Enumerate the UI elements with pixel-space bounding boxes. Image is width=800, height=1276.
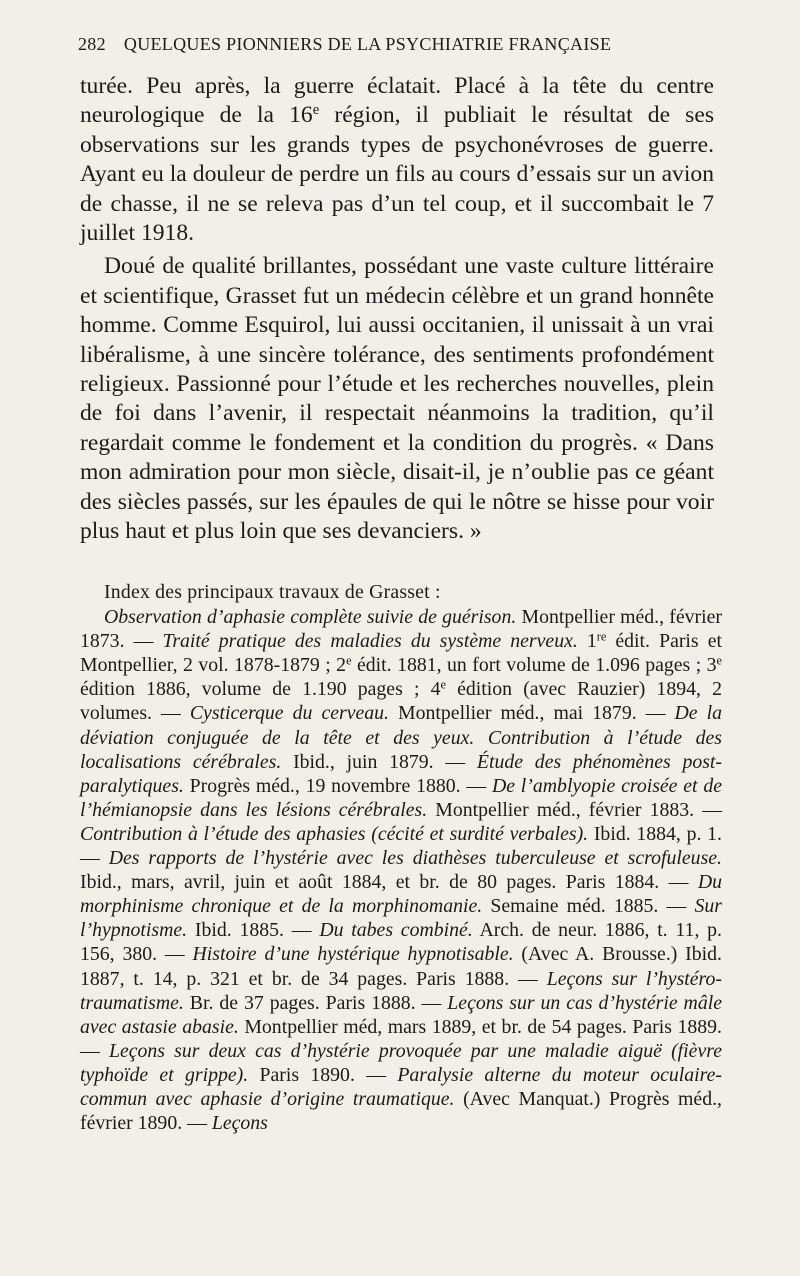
- work-reference: Montpellier méd, mars 1889, et br. de 54 pages. Paris 1889. —: [80, 1015, 722, 1062]
- work-reference: (Avec A. Brousse.) Ibid. 1887, t. 14, p. 321 et br. de 34 pages. Paris 1888. —: [80, 943, 722, 990]
- work-title: Observation d’aphasie complète suivie de guérison.: [104, 606, 517, 629]
- work-title: Du morphinisme chronique et de la morphinomanie.: [80, 871, 722, 918]
- work-title: Étude des phénomènes post-paralytiques.: [80, 750, 723, 797]
- work-reference: Ibid. 1884, p. 1. —: [80, 822, 722, 870]
- work-reference: 1re édit. Paris et Montpellier, 2 vol. 1878-1879 ; 2e édit. 1881, un fort volume de 1.096 pages ; 3e édition 1886, volume de 1.190 pages ; 4e édition (avec Rauzier) 1894, 2 volumes. —: [80, 629, 722, 725]
- paragraph: turée. Peu après, la guerre éclatait. Placé à la tête du centre neurologique de la 16e région, il publiait le résultat de ses observations sur les grands types de psychonévroses de guerre. Ayant eu la douleur de perdre un fils au cours d’essais sur un avion de chasse, il ne se releva pas d’un tel coup, et il succombait le 7 juillet 1918.: [80, 73, 714, 247]
- page-number: 282: [78, 34, 106, 54]
- work-title: Histoire d’une hystérique hypnotisable.: [192, 943, 514, 966]
- work-title: Traité pratique des maladies du système nerveux.: [162, 630, 578, 653]
- work-title: Cysticerque du cerveau.: [189, 702, 389, 725]
- main-text: [80, 72, 714, 547]
- work-reference: Semaine méd. 1885. —: [482, 895, 695, 918]
- running-title: QUELQUES PIONNIERS DE LA PSYCHIATRIE FRANÇAISE: [123, 34, 612, 54]
- page-header: [78, 34, 728, 55]
- work-title: Leçons sur l’hystéro-traumatisme.: [80, 967, 723, 1014]
- work-reference: Montpellier méd., février 1873. —: [80, 606, 722, 653]
- work-reference: Br. de 37 pages. Paris 1888. —: [183, 991, 448, 1014]
- work-title: Des rapports de l’hystérie avec les diathèses tuberculeuse et scrofuleuse.: [108, 847, 722, 870]
- work-title: De la déviation conjuguée de la tête et des yeux. Contribution à l’étude des localisations cérébrales.: [80, 702, 723, 773]
- work-title: Du tabes combiné.: [319, 919, 473, 942]
- index-entries: [80, 605, 722, 1135]
- work-reference: Ibid., juin 1879. —: [281, 750, 477, 773]
- work-reference: Progrès méd., 19 novembre 1880. —: [183, 774, 492, 797]
- index-title: Index des principaux travaux de Grasset :: [104, 581, 441, 603]
- work-title: Leçons sur deux cas d’hystérie provoquée par une maladie aiguë (fièvre typhoïde et grippe).: [80, 1039, 722, 1086]
- work-title: Leçons sur un cas d’hystérie mâle avec astasie abasie.: [80, 991, 722, 1038]
- work-reference: Ibid. 1885. —: [187, 919, 320, 942]
- work-reference: Montpellier méd., février 1883. —: [427, 798, 722, 821]
- work-reference: Arch. de neur. 1886, t. 11, p. 156, 380. —: [80, 919, 723, 966]
- work-reference: Paris 1890. —: [248, 1063, 398, 1086]
- work-reference: Ibid., mars, avril, juin et août 1884, et br. de 80 pages. Paris 1884. —: [80, 871, 698, 894]
- work-reference: (Avec Manquat.) Progrès méd., février 1890. —: [80, 1087, 722, 1135]
- work-reference: Montpellier méd., mai 1879. —: [389, 702, 675, 725]
- work-title: Paralysie alterne du moteur oculaire-commun avec aphasie d’origine traumatique.: [80, 1063, 722, 1110]
- work-title: De l’amblyopie croisée et de l’hémianopsie dans les lésions cérébrales.: [80, 774, 722, 821]
- paragraph: Doué de qualité brillantes, possédant une vaste culture littéraire et scientifique, Grasset fut un médecin célèbre et un grand honnête homme. Comme Esquirol, lui aussi occitanien, il unissait à un vrai libéralisme, à une sincère tolérance, des sentiments profondément religieux. Passionné pour l’étude et les recherches nouvelles, plein de foi dans l’avenir, il respectait néanmoins la tradition, qu’il regardait comme le fondement et la condition du progrès. « Dans mon admiration pour mon siècle, disait-il, je n’oublie pas ce géant des siècles passés, sur les épaules de qui le nôtre se hisse pour voir plus haut et plus loin que ses devanciers. »: [80, 253, 714, 545]
- work-title: Sur l’hypnotisme.: [80, 895, 722, 942]
- bibliography-index: [80, 580, 722, 1135]
- work-title: Leçons: [211, 1112, 268, 1135]
- work-title: Contribution à l’étude des aphasies (cécité et surdité verbales).: [80, 822, 589, 845]
